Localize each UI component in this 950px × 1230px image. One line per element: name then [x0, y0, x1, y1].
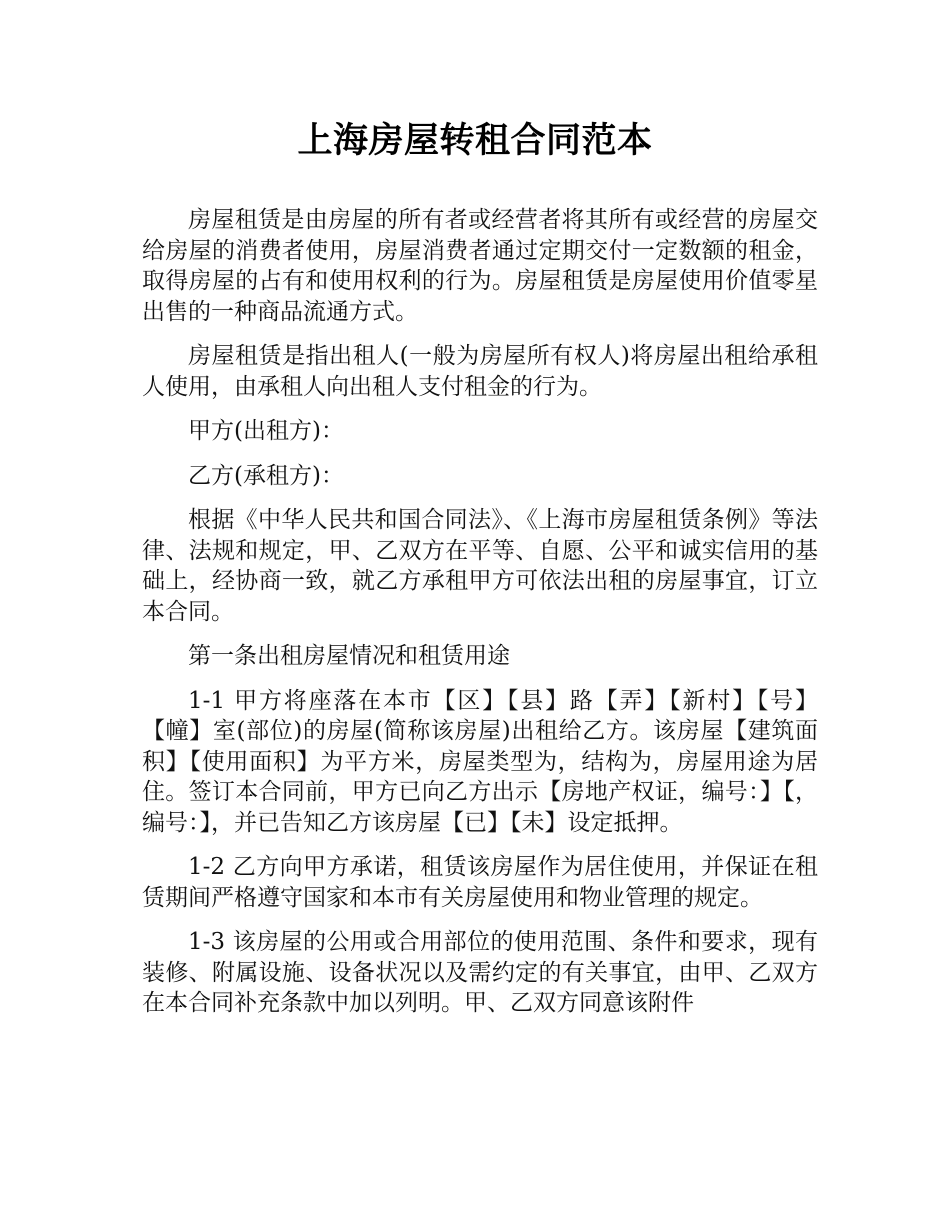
party-a-line: 甲方(出租方)：: [188, 418, 344, 444]
document-body: [142, 205, 818, 1033]
party-b-line: 乙方(承租方)：: [188, 462, 344, 489]
paragraph-lease-definition: 房屋租赁是指出租人(一般为房屋所有权人)将房屋出租给承租人使用，由承租人向出租人支付租金的行为。: [142, 343, 818, 400]
clause-1-3: 1-3 该房屋的公用或合用部位的使用范围、条件和要求，现有装修、附属设施、设备状况以及需约定的有关事宜，由甲、乙双方在本合同补充条款中加以列明。甲、乙双方同意该附件: [142, 929, 818, 1016]
paragraph-legal-basis: 根据《中华人民共和国合同法》、《上海市房屋租赁条例》等法律、法规和规定，甲、乙双方在平等、自愿、公平和诚实信用的基础上，经协商一致，就乙方承租甲方可依法出租的房屋事宜，订立本合同。: [142, 507, 818, 625]
clause-1-1: 1-1 甲方将座落在本市【区】【县】路【弄】【新村】【号】【幢】室(部位)的房屋(简称该房屋)出租给乙方。该房屋【建筑面积】【使用面积】为平方米，房屋类型为，结构为，房屋用途为居住。签订本合同前，甲方已向乙方出示【房地产权证，编号：】【，编号：】，并已告知乙方该房屋【已】【未】设定抵押。: [142, 687, 818, 836]
clause-1-2: 1-2 乙方向甲方承诺，租赁该房屋作为居住使用，并保证在租赁期间严格遵守国家和本市有关房屋使用和物业管理的规定。: [142, 854, 818, 911]
document-title: 上海房屋转租合同范本: [297, 121, 653, 161]
article-1-heading: 第一条出租房屋情况和租赁用途: [188, 643, 510, 669]
paragraph-intro-definition: 房屋租赁是由房屋的所有者或经营者将其所有或经营的房屋交给房屋的消费者使用，房屋消费者通过定期交付一定数额的租金，取得房屋的占有和使用权利的行为。房屋租赁是房屋使用价值零星出售的一种商品流通方式。: [142, 207, 818, 325]
